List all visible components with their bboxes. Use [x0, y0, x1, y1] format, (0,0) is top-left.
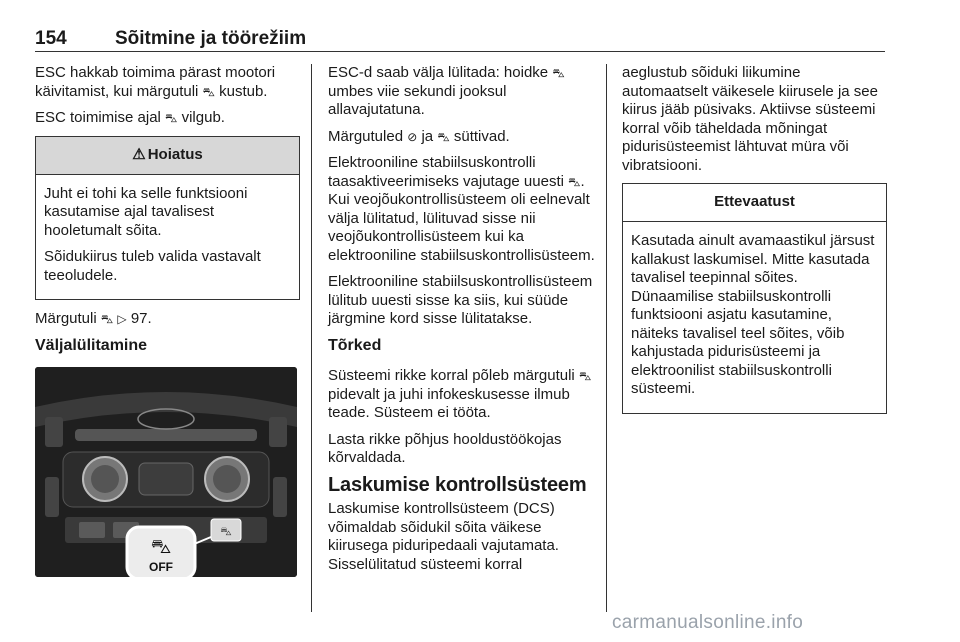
paragraph: Märgutuli ⛍ ▷ 97.: [35, 310, 152, 327]
column-1: [35, 64, 300, 577]
paragraph: Märgutuled ⊘ ja ⛍ süttivad.: [328, 127, 510, 145]
column-divider-2: [606, 64, 607, 612]
section-title: Laskumise kontrollsüsteem: [328, 473, 587, 496]
paragraph: Lasta rikke põhjus hooldustöökojas kõrvaldada.: [328, 430, 562, 466]
paragraph: Süsteemi rikke korral põleb märgutuli ⛍ pidevalt ja juhi infokeskusesse ilmub teade. Süsteem ei tööta.: [328, 367, 592, 421]
page-number: 154: [35, 28, 67, 49]
paragraph: ESC toimimise ajal ⛍ vilgub.: [35, 109, 225, 126]
traction-control-off-icon: ⊘: [407, 129, 418, 144]
svg-text:⛍: ⛍: [220, 525, 232, 538]
column-3: [622, 64, 887, 424]
column-2: [328, 64, 598, 582]
esc-traction-icon: ⛍: [202, 84, 215, 99]
caution-box: [622, 183, 887, 414]
paragraph: aeglustub sõiduki liikumine automaatselt väikesele kiirusele ja see kiirus jääb püsivaks. Aktiivse süsteemi korral võib täheldada mõningat pidurisüsteemist lähtuvat müra või vibratsiooni.: [622, 64, 878, 174]
esc-traction-icon: ⛍: [165, 111, 178, 125]
paragraph: Elektrooniline stabiilsuskontrollisüsteem lülitub uuesti sisse ka siis, kui süüde järgmine kord sisse lülitatakse.: [328, 273, 593, 327]
warning-triangle-icon: ⚠: [132, 145, 146, 163]
paragraph: ESC-d saab välja lülitada: hoidke ⛍ umbes viie sekundi jooksul allavajutatuna.: [328, 64, 565, 118]
esc-traction-icon: ⛍: [100, 312, 114, 326]
esc-off-icon: ⛍: [437, 129, 450, 144]
button-label: OFF: [149, 560, 173, 574]
svg-text:⛍: ⛍: [150, 534, 172, 558]
header-rule: [35, 51, 885, 52]
paragraph: Laskumise kontrollsüsteem (DCS) võimaldab sõidukil sõita väikese kiirusega piduripedaali vajutamata. Sisselülitatud süsteemi korral: [328, 500, 559, 573]
page-reference-arrow-icon: ▷: [117, 312, 127, 326]
caution-heading: Ettevaatust: [623, 184, 886, 222]
esc-off-icon: ⛍: [552, 66, 565, 80]
page-reference[interactable]: 97.: [130, 310, 152, 327]
dashboard-illustration: [35, 367, 297, 577]
page-title: Sõitmine ja töörežiim: [115, 28, 307, 49]
column-divider-1: [311, 64, 312, 612]
section-heading: Tõrked: [328, 336, 382, 354]
paragraph: ESC hakkab toimima pärast mootori käivitamist, kui märgutuli ⛍ kustub.: [35, 64, 276, 100]
dashboard-figure: [35, 367, 297, 577]
warning-heading: ⚠ Hoiatus: [36, 137, 299, 175]
esc-traction-icon: ⛍: [578, 369, 592, 383]
esc-off-icon: ⛍: [568, 174, 581, 189]
paragraph: Elektrooniline stabiilsuskontrolli taasaktiveerimiseks vajutage uuesti ⛍. Kui veojõukontrollisüsteem oli eelnevalt välja lülitatud, lülituvad sisse nii veojõukontrollisüsteem kui ka elektrooniline stabiilsuskontrollisüsteem.: [328, 154, 595, 264]
watermark: carmanualsonline.info: [612, 612, 804, 633]
section-heading: Väljalülitamine: [35, 336, 148, 354]
caution-text: Kasutada ainult avamaastikul järsust kallakust laskumisel. Mitte kasutada tavalisel teepinnal sõites. Dünaamilise stabiilsuskontrolli funktsiooni asjatu kasutamine, näiteks tavalisel teel sõites, võib kahjustada pidurisüsteemi ja elektroonilist stabiilsuskontrolli süsteemi.: [631, 232, 875, 397]
warning-box: [35, 136, 300, 301]
warning-text: Sõidukiirus tuleb valida vastavalt teeoludele.: [44, 248, 261, 284]
warning-text: Juht ei tohi ka selle funktsiooni kasutamise ajal tavalisest hooletumalt sõita.: [44, 184, 248, 239]
